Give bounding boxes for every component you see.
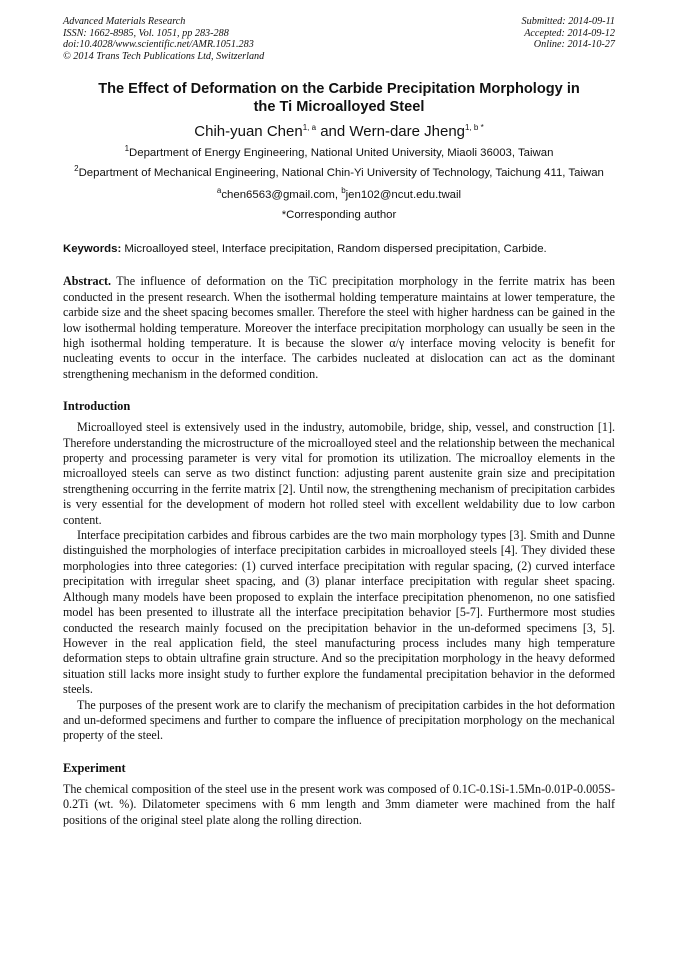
keywords [63,242,615,257]
copyright-line: © 2014 Trans Tech Publications Ltd, Switzerland [63,50,265,62]
affiliation-2-sup: 2 [74,164,79,174]
introduction-paragraph-3: The purposes of the present work are to clarify the mechanism of precipitation carbides in the hot deformation and un-deformed specimens and further to compare the influence of precipitation morphology on the mechanical property of the steel. [63,697,615,743]
paper-title [63,80,615,116]
corresponding-author-note: *Corresponding author [281,209,397,222]
affiliation-1-sup: 1 [124,144,130,154]
accepted-date: Accepted: 2014-09-12 [524,27,615,39]
author-1-sup: 1, a [302,123,317,133]
online-date: Online: 2014-10-27 [533,39,615,51]
issn-line: ISSN: 1662-8985, Vol. 1051, pp 283-288 [63,27,229,39]
email-line [63,188,615,203]
introduction-paragraph-2: Interface precipitation carbides and fibrous carbides are the two main morphology types [3]. Smith and Dunne distinguished the morphologies of interface precipitation carbides in microalloyed steels [4]. They divided these morphologies into three categories: (1) curved interface precipitation with regular spacing, (2) curved interface precipitation with irregular sheet spacing, and (3) planar interface precipitation with regular sheet spacing. Although many models have been proposed to explain the interface precipitation phenomenon, no one satisfied model has been presented to illustrate all the interface precipitation behavior [5-7]. Furthermore most studies conducted the research mainly focused on the precipitation behavior in the un-deformed specimens [3, 5]. However in the real application field, the steel manufacturing process includes many high temperature deformation steps to obtain ultrafine grain structure. And so the precipitation morphology in the heavy deformed situation still lacks more insight study to further explore the fundamental precipitation behavior in the deformed steels. [63,528,615,697]
journal-name: Advanced Materials Research [63,16,186,27]
journal-header [63,16,615,62]
experiment-paragraph-1: The chemical composition of the steel use in the present work was composed of 0.1C-0.1Si-1.5Mn-0.01P-0.005S-0.2Ti (wt. %). Dilatometer specimens with 6 mm length and 3mm diameter were machined from the half positions of the original steel plate along the rolling direction. [63,781,615,827]
author-and: and [316,123,350,141]
abstract-label: Abstract. [63,274,112,289]
introduction-heading: Introduction [63,399,131,414]
abstract-text: The influence of deformation on the TiC precipitation morphology in the ferrite matrix has been conducted in the present research. When the isothermal holding temperature maintains at lower temperature, the carbide size and the sheet spacing becomes smaller. Therefore the steel with higher hardness can be gained in the low isothermal holding temperature. Moreover the interface precipitation morphology can usually be seen in the high isothermal holding temperature. It is because the slower α/γ interface moving velocity is benefit for nucleating events to occur in the interface. The carbides nucleated at dislocation can act as the dominant strengthening mechanism in the deformed condition. [63,274,615,381]
abstract [63,274,615,382]
keywords-text: Microalloyed steel, Interface precipitation, Random dispersed precipitation, Carbide. [121,243,547,256]
submitted-date: Submitted: 2014-09-11 [521,16,615,27]
email-a-sup: a [216,186,222,196]
affiliation-2 [63,166,615,181]
affiliation-1-text: Department of Energy Engineering, National United University, Miaoli 36003, Taiwan [129,147,554,160]
author-2-sup: 1, b * [465,123,484,133]
author-1: Chih-yuan Chen [194,123,303,141]
affiliation-1 [63,146,615,161]
email-a: chen6563@gmail.com, [221,189,342,202]
introduction-paragraph-1: Microalloyed steel is extensively used in the industry, automobile, bridge, ship, vessel, and construction [1]. Therefore understanding the microstructure of the microalloyed steel and the relationship between the mechanical property and processing parameter is very vital for promotion its utilization. The microalloy elements in the microalloyed steels can serve as two distinct function: adjusting parent austenite grain size and precipitation strengthening occurring in the ferrite matrix [2]. Until now, the strengthening mechanism of precipitation carbides is very essential for the development of modern hot rolled steel with excellent weldability due to low carbon content. [63,420,616,527]
title-line-2: the Ti Microalloyed Steel [253,99,425,116]
keywords-label: Keywords: [63,243,122,256]
journal-info [63,16,264,62]
affiliation-2-text: Department of Mechanical Engineering, National Chin-Yi University of Technology, Taichung 411, Taiwan [78,167,604,180]
email-b-sup: b [341,186,346,196]
author-list [63,122,615,141]
title-line-1: The Effect of Deformation on the Carbide Precipitation Morphology in [98,81,580,98]
dates-info [522,16,615,62]
doi-line: doi:10.4028/www.scientific.net/AMR.1051.283 [63,39,254,51]
email-b: jen102@ncut.edu.twail [345,189,462,202]
experiment-heading: Experiment [63,760,126,775]
author-2: Wern-dare Jheng [349,123,466,141]
